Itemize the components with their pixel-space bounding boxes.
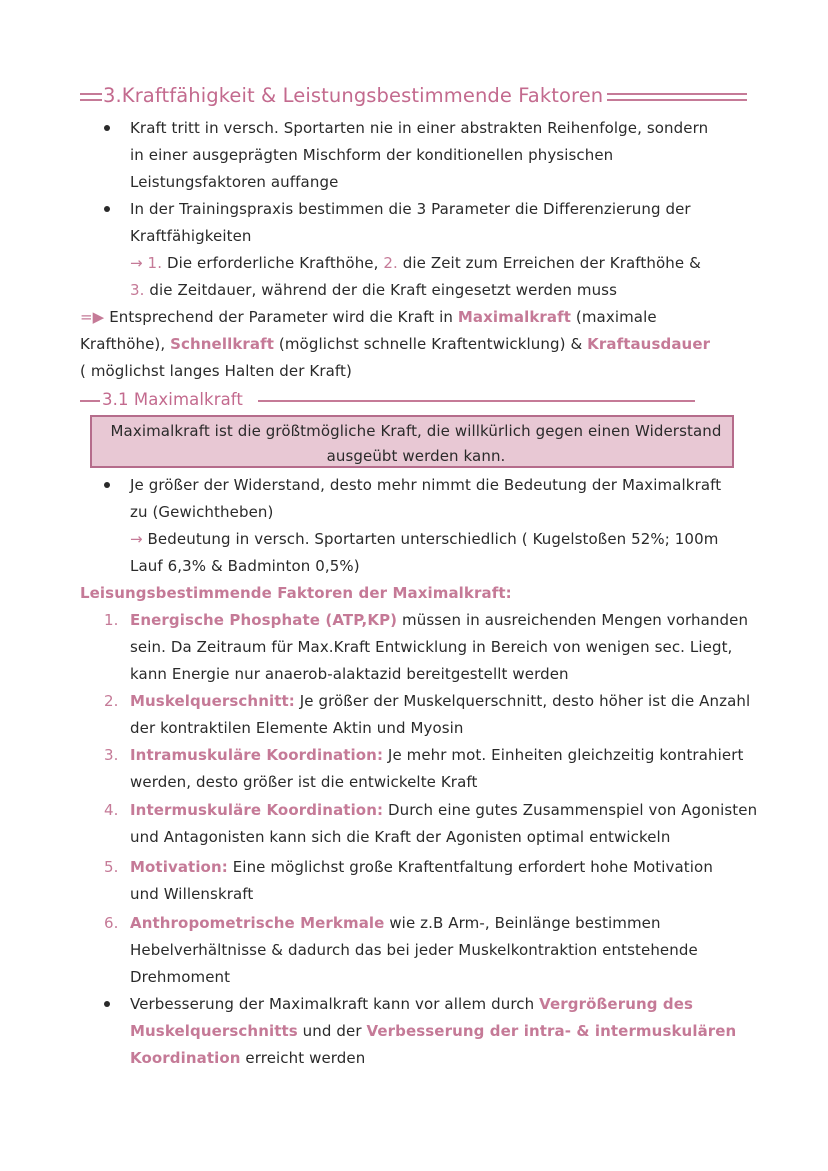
highlight-text: Vergrößerung des <box>539 995 694 1013</box>
highlight-text: Koordination <box>130 1049 241 1067</box>
text-line: Kraftfähigkeiten <box>130 227 252 245</box>
factor-term: Intermuskuläre Koordination: <box>130 801 384 819</box>
param-line-1 <box>130 253 701 273</box>
text-line <box>130 994 693 1014</box>
param-line-2 <box>130 280 617 300</box>
factor-line: kann Energie nur anaerob-alaktazid bereitgestellt werden <box>130 665 569 683</box>
factor-line <box>130 745 743 765</box>
text: Je mehr mot. Einheiten gleichzeitig kontrahiert <box>387 746 744 764</box>
bullet-dot <box>104 482 110 488</box>
conclusion-line-1 <box>80 307 657 327</box>
text-line <box>130 529 718 549</box>
param-text: die Zeitdauer, während der die Kraft eingesetzt werden muss <box>149 281 618 299</box>
factor-number: 4. <box>104 801 119 819</box>
term-kraftausdauer: Kraftausdauer <box>587 335 711 353</box>
param-number: 3. <box>130 281 145 299</box>
text-line: Kraft tritt in versch. Sportarten nie in einer abstrakten Reihenfolge, sondern <box>130 119 709 137</box>
factor-line <box>130 913 661 933</box>
text: Durch eine gutes Zusammenspiel von Agonisten <box>387 801 758 819</box>
heading-rule-right-top <box>607 93 747 95</box>
text: Krafthöhe), <box>80 335 166 353</box>
double-arrow-icon: =▶ <box>80 308 105 326</box>
text-line: Je größer der Widerstand, desto mehr nimmt die Bedeutung der Maximalkraft <box>130 476 722 494</box>
factors-title: Leisungsbestimmende Faktoren der Maximalkraft: <box>80 584 512 602</box>
term-schnellkraft: Schnellkraft <box>170 335 275 353</box>
subheading-rule-left <box>80 400 100 402</box>
subheading: 3.1 Maximalkraft <box>102 390 243 409</box>
text-line: zu (Gewichtheben) <box>130 503 274 521</box>
definition-line: ausgeübt werden kann. <box>326 447 506 465</box>
factor-number: 3. <box>104 746 119 764</box>
highlight-text: Muskelquerschnitts <box>130 1022 298 1040</box>
factor-line: werden, desto größer ist die entwickelte Kraft <box>130 773 478 791</box>
text: Je größer der Muskelquerschnitt, desto höher ist die Anzahl <box>299 692 751 710</box>
factor-line: sein. Da Zeitraum für Max.Kraft Entwicklung in Bereich von wenigen sec. Liegt, <box>130 638 733 656</box>
bullet-dot <box>104 125 110 131</box>
text-line <box>130 1021 736 1041</box>
text: wie z.B Arm-, Beinlänge bestimmen <box>389 914 661 932</box>
text: (maximale <box>575 308 657 326</box>
bullet-dot <box>104 1001 110 1007</box>
param-text: Die erforderliche Krafthöhe, <box>166 254 379 272</box>
highlight-text: Verbesserung der intra- & intermuskulären <box>366 1022 737 1040</box>
text: müssen in ausreichenden Mengen vorhanden <box>402 611 749 629</box>
definition-box <box>90 415 734 468</box>
heading-rule-right-bottom <box>607 99 747 101</box>
arrow-icon: → <box>130 530 143 548</box>
factor-term: Intramuskuläre Koordination: <box>130 746 384 764</box>
factor-line: und Willenskraft <box>130 885 254 903</box>
conclusion-line-2 <box>80 334 710 354</box>
factor-line: und Antagonisten kann sich die Kraft der Agonisten optimal entwickeln <box>130 828 671 846</box>
factor-line <box>130 691 750 711</box>
text: Eine möglichst große Kraftentfaltung erfordert hohe Motivation <box>232 858 713 876</box>
text: Entsprechend der Parameter wird die Kraft in <box>109 308 453 326</box>
term-maximalkraft: Maximalkraft <box>457 308 572 326</box>
param-text: die Zeit zum Erreichen der Krafthöhe & <box>402 254 701 272</box>
factor-line: der kontraktilen Elemente Aktin und Myosin <box>130 719 464 737</box>
factor-term: Anthropometrische Merkmale <box>130 914 385 932</box>
text-line: Leistungsfaktoren auffange <box>130 173 339 191</box>
factor-number: 1. <box>104 611 119 629</box>
text-line: In der Trainingspraxis bestimmen die 3 Parameter die Differenzierung der <box>130 200 691 218</box>
factor-line: Drehmoment <box>130 968 231 986</box>
factor-line <box>130 857 713 877</box>
factor-line <box>130 610 748 630</box>
text: und der <box>302 1022 362 1040</box>
text: Bedeutung in versch. Sportarten unterschiedlich ( Kugelstoßen 52%; 100m <box>147 530 719 548</box>
text-line: Lauf 6,3% & Badminton 0,5%) <box>130 557 360 575</box>
arrow-icon: → <box>130 254 143 272</box>
factor-term: Motivation: <box>130 858 228 876</box>
param-number: 2. <box>383 254 398 272</box>
text: (möglichst schnelle Kraftentwicklung) & <box>278 335 583 353</box>
param-number: 1. <box>147 254 163 272</box>
text-line: in einer ausgeprägten Mischform der konditionellen physischen <box>130 146 614 164</box>
text: erreicht werden <box>245 1049 366 1067</box>
heading-rule-left-top <box>80 93 102 95</box>
factor-term: Muskelquerschnitt: <box>130 692 295 710</box>
factor-line <box>130 800 757 820</box>
text: Verbesserung der Maximalkraft kann vor allem durch <box>130 995 535 1013</box>
section-heading: 3.Kraftfähigkeit & Leistungsbestimmende Faktoren <box>103 84 604 107</box>
conclusion-line-3: ( möglichst langes Halten der Kraft) <box>80 362 352 380</box>
definition-line: Maximalkraft ist die größtmögliche Kraft, die willkürlich gegen einen Widerstand <box>110 422 722 440</box>
subheading-rule-right <box>258 400 695 402</box>
factor-term: Energische Phosphate (ATP,KP) <box>130 611 398 629</box>
heading-rule-left-bottom <box>80 99 102 101</box>
factor-number: 2. <box>104 692 119 710</box>
bullet-dot <box>104 206 110 212</box>
factor-number: 5. <box>104 858 119 876</box>
factor-line: Hebelverhältnisse & dadurch das bei jeder Muskelkontraktion entstehende <box>130 941 698 959</box>
factor-number: 6. <box>104 914 119 932</box>
text-line <box>130 1048 365 1068</box>
